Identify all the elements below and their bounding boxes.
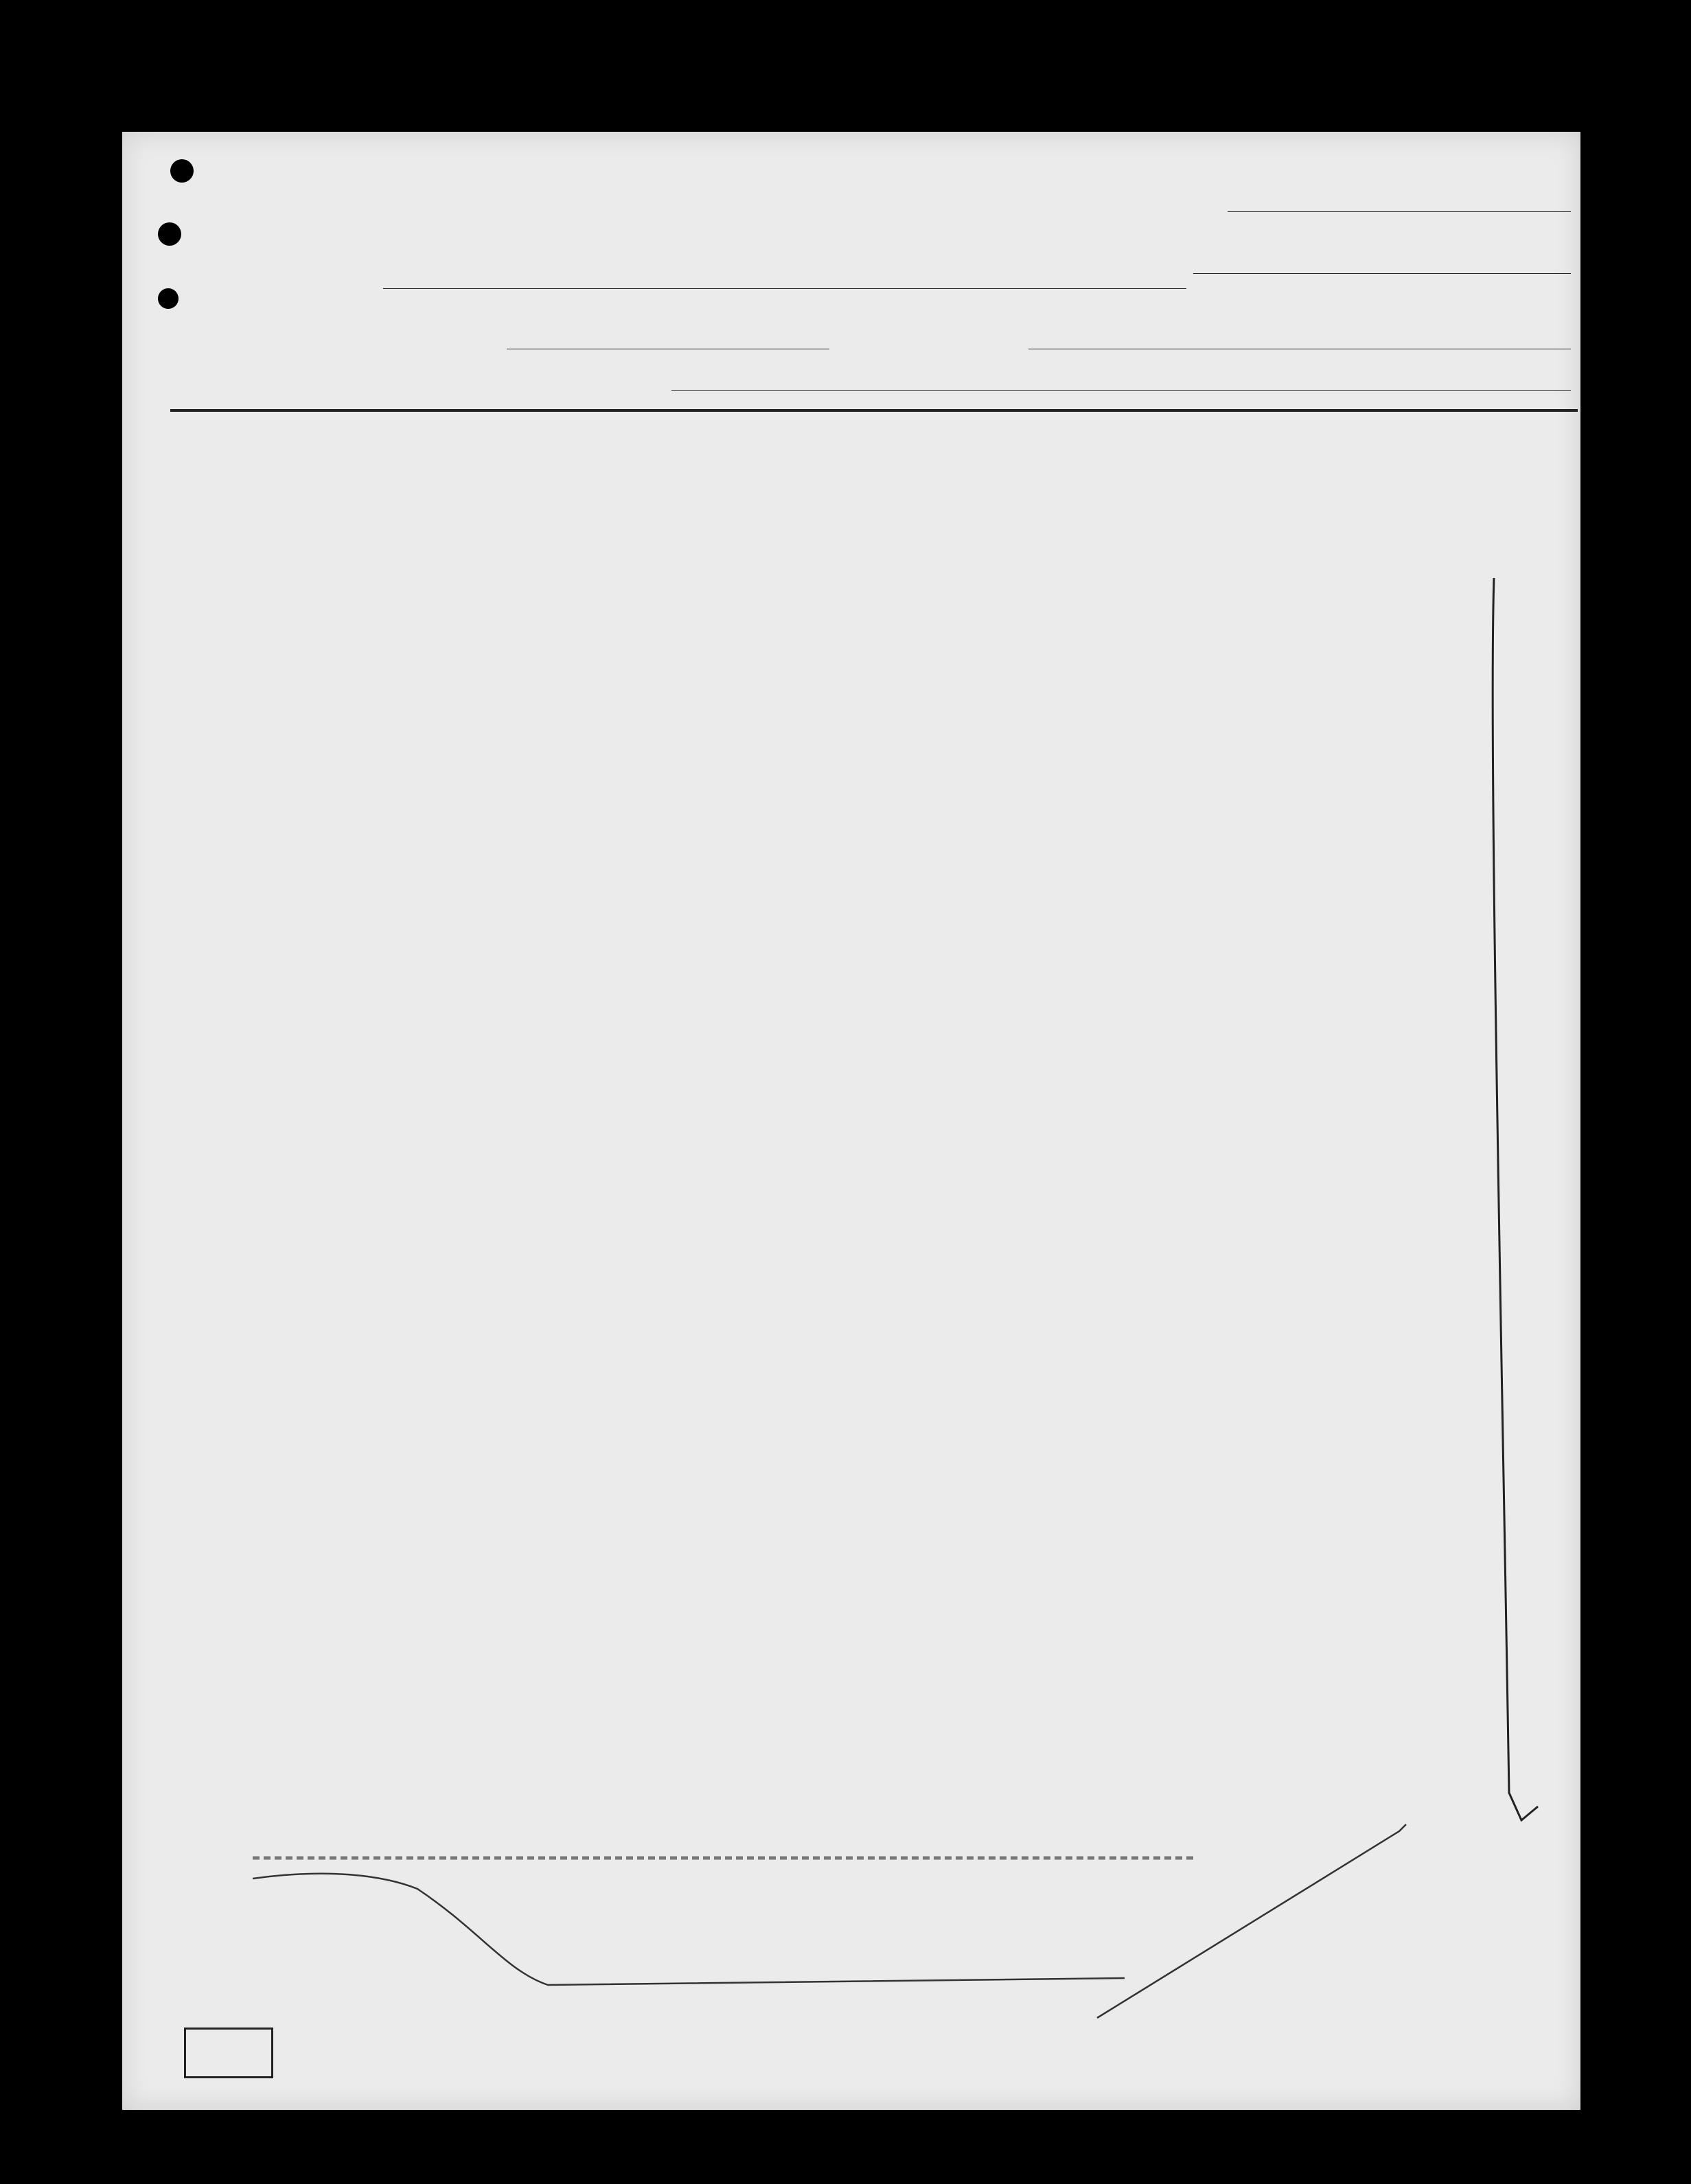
punch-hole	[158, 288, 179, 309]
punch-hole	[158, 222, 181, 246]
document-page	[122, 132, 1580, 2110]
punch-hole	[170, 159, 194, 183]
total-number-box	[184, 2028, 273, 2078]
handwritten-lines	[122, 132, 1580, 2110]
